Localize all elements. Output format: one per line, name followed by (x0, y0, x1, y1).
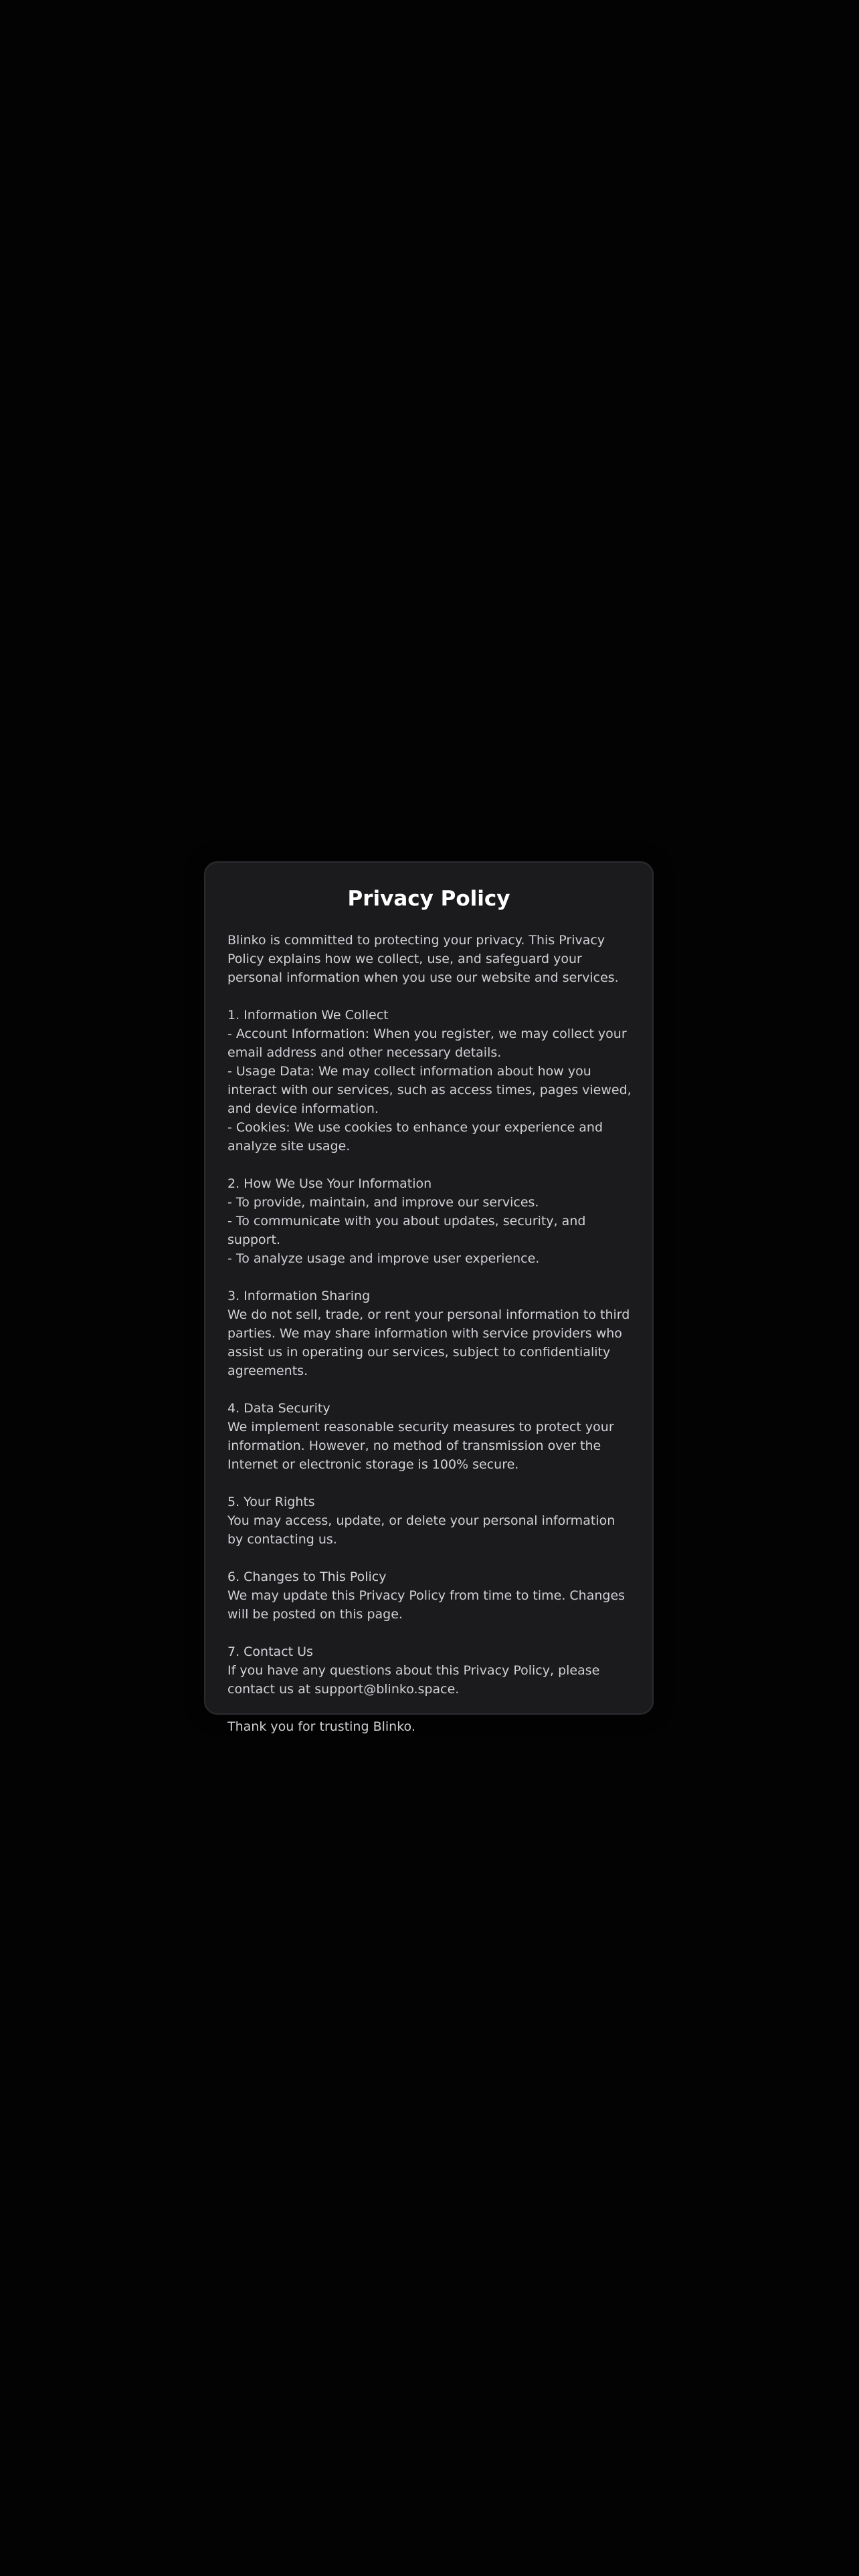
section-heading: 4. Data Security (227, 1401, 330, 1416)
section-heading: 6. Changes to This Policy (227, 1570, 387, 1584)
section-heading: 3. Information Sharing (227, 1289, 371, 1303)
section-line: - To analyze usage and improve user experience. (227, 1251, 540, 1266)
section-changes (227, 1568, 633, 1624)
policy-closing: Thank you for trusting Blinko. (227, 1719, 415, 1734)
section-line: You may access, update, or delete your personal information by contacting us. (227, 1513, 615, 1547)
section-information-sharing (227, 1287, 633, 1380)
section-heading: 1. Information We Collect (227, 1008, 389, 1023)
section-your-rights (227, 1493, 633, 1549)
section-line: - To provide, maintain, and improve our services. (227, 1195, 539, 1210)
section-line: - Cookies: We use cookies to enhance your experience and analyze site usage. (227, 1120, 603, 1154)
policy-content[interactable] (227, 931, 633, 1736)
section-line: If you have any questions about this Privacy Policy, please contact us at support@blinko.space. (227, 1663, 600, 1697)
section-heading: 5. Your Rights (227, 1495, 315, 1509)
section-data-security (227, 1399, 633, 1474)
section-line: - Usage Data: We may collect information about how you interact with our services, such as access times, pages viewed, and device information. (227, 1064, 632, 1116)
page-title: Privacy Policy (347, 887, 510, 911)
section-heading: 2. How We Use Your Information (227, 1176, 432, 1191)
privacy-policy-card[interactable] (204, 861, 654, 1734)
section-how-we-use (227, 1174, 633, 1268)
section-contact-us (227, 1642, 633, 1699)
section-information-we-collect (227, 1006, 633, 1156)
policy-intro: Blinko is committed to protecting your privacy. This Privacy Policy explains how we collect, use, and safeguard your personal information when you use our website and services. (227, 933, 619, 985)
section-line: We implement reasonable security measures to protect your information. However, no method of transmission over the Internet or electronic storage is 100% secure. (227, 1420, 614, 1472)
section-line: - Account Information: When you register, we may collect your email address and other necessary details. (227, 1027, 627, 1060)
section-line: We do not sell, trade, or rent your personal information to third parties. We may share information with service providers who assist us in operating our services, subject to confidentiality agreements. (227, 1307, 630, 1378)
section-line: We may update this Privacy Policy from time to time. Changes will be posted on this page. (227, 1588, 626, 1622)
section-line: - To communicate with you about updates, security, and support. (227, 1214, 586, 1247)
section-heading: 7. Contact Us (227, 1644, 313, 1659)
